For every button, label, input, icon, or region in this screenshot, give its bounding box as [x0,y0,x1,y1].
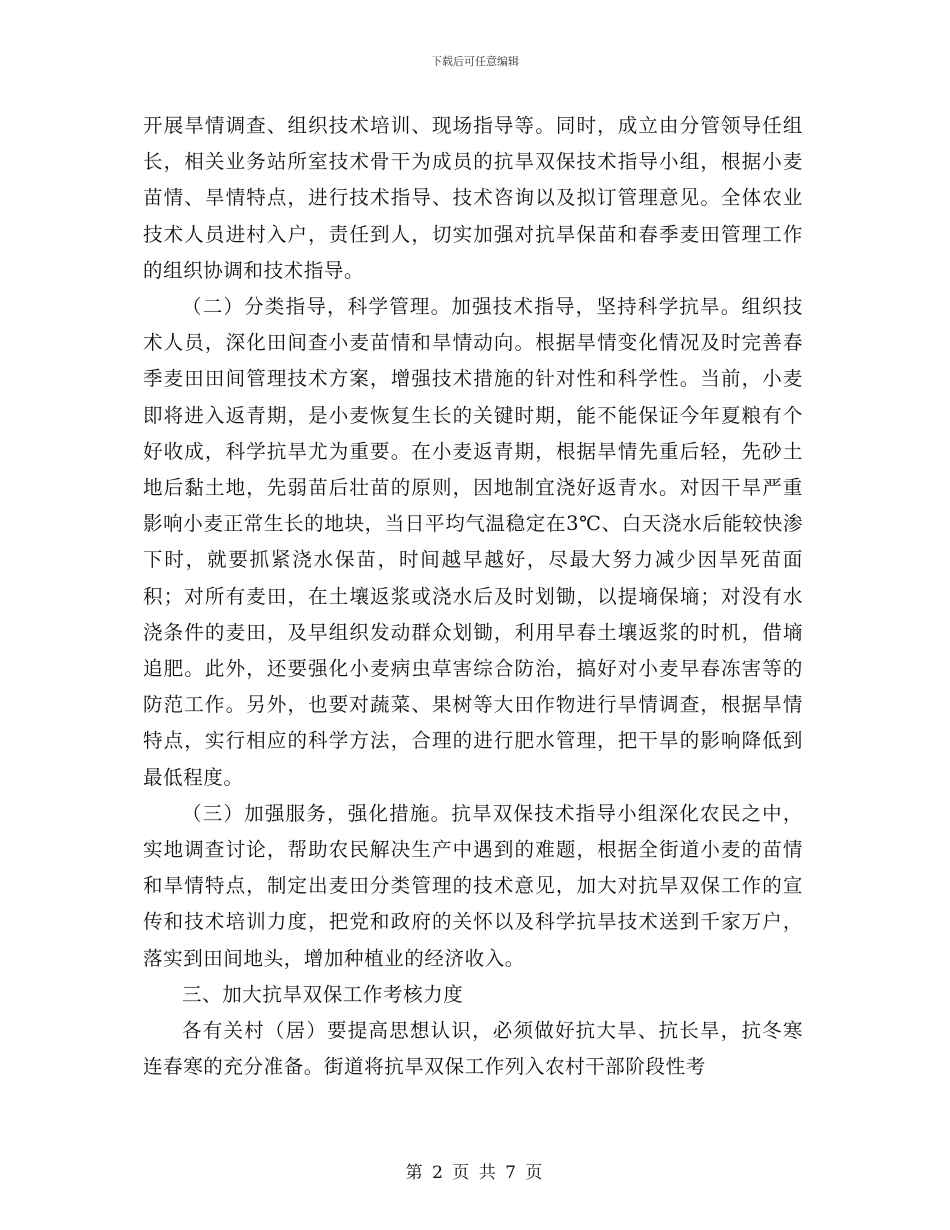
page-number: 第 2 页 共 7 页 [405,1163,545,1183]
paragraph-section-3: （三）加强服务，强化措施。抗旱双保技术指导小组深化农民之中，实地调查讨论，帮助农民解决生产中遇到的难题，根据全街道小麦的苗情和旱情特点，制定出麦田分类管理的技术意见，加大对抗旱双保工作的宣传和技术培训力度，把党和政府的关怀以及科学抗旱技术送到千家万户，落实到田间地头，增加种植业的经济收入。 [143,801,803,970]
page-header: 下载后可任意编辑 [431,55,519,68]
document-body [143,108,803,1085]
paragraph-final: 各有关村（居）要提高思想认识，必须做好抗大旱、抗长旱，抗冬寒连春寒的充分准备。街道将抗旱双保工作列入农村干部阶段性考 [143,1019,803,1079]
paragraph-section-2: （二）分类指导，科学管理。加强技术指导，坚持科学抗旱。组织技术人员，深化田间查小麦苗情和旱情动向。根据旱情变化情况及时完善春季麦田田间管理技术方案，增强技术措施的针对性和科学性。当前，小麦即将进入返青期，是小麦恢复生长的关键时期，能不能保证今年夏粮有个好收成，科学抗旱尤为重要。在小麦返青期，根据旱情先重后轻，先砂土地后黏土地，先弱苗后壮苗的原则，因地制宜浇好返青水。对因干旱严重影响小麦正常生长的地块，当日平均气温稳定在3℃、白天浇水后能较快渗下时，就要抓紧浇水保苗，时间越早越好，尽最大努力减少因旱死苗面积；对所有麦田，在土壤返浆或浇水后及时划锄，以提墒保墒；对没有水浇条件的麦田，及早组织发动群众划锄，利用早春土壤返浆的时机，借墒追肥。此外，还要强化小麦病虫草害综合防治，搞好对小麦早春冻害等的防范工作。另外，也要对蔬菜、果树等大田作物进行旱情调查，根据旱情特点，实行相应的科学方法，合理的进行肥水管理，把干旱的影响降低到最低程度。 [143,295,803,789]
section-heading: 三、加大抗旱双保工作考核力度 [182,982,464,1006]
paragraph-continuation: 开展旱情调查、组织技术培训、现场指导等。同时，成立由分管领导任组长，相关业务站所室技术骨干为成员的抗旱双保技术指导小组，根据小麦苗情、旱情特点，进行技术指导、技术咨询以及拟订管理意见。全体农业技术人员进村入户，责任到人，切实加强对抗旱保苗和春季麦田管理工作的组织协调和技术指导。 [143,114,803,282]
